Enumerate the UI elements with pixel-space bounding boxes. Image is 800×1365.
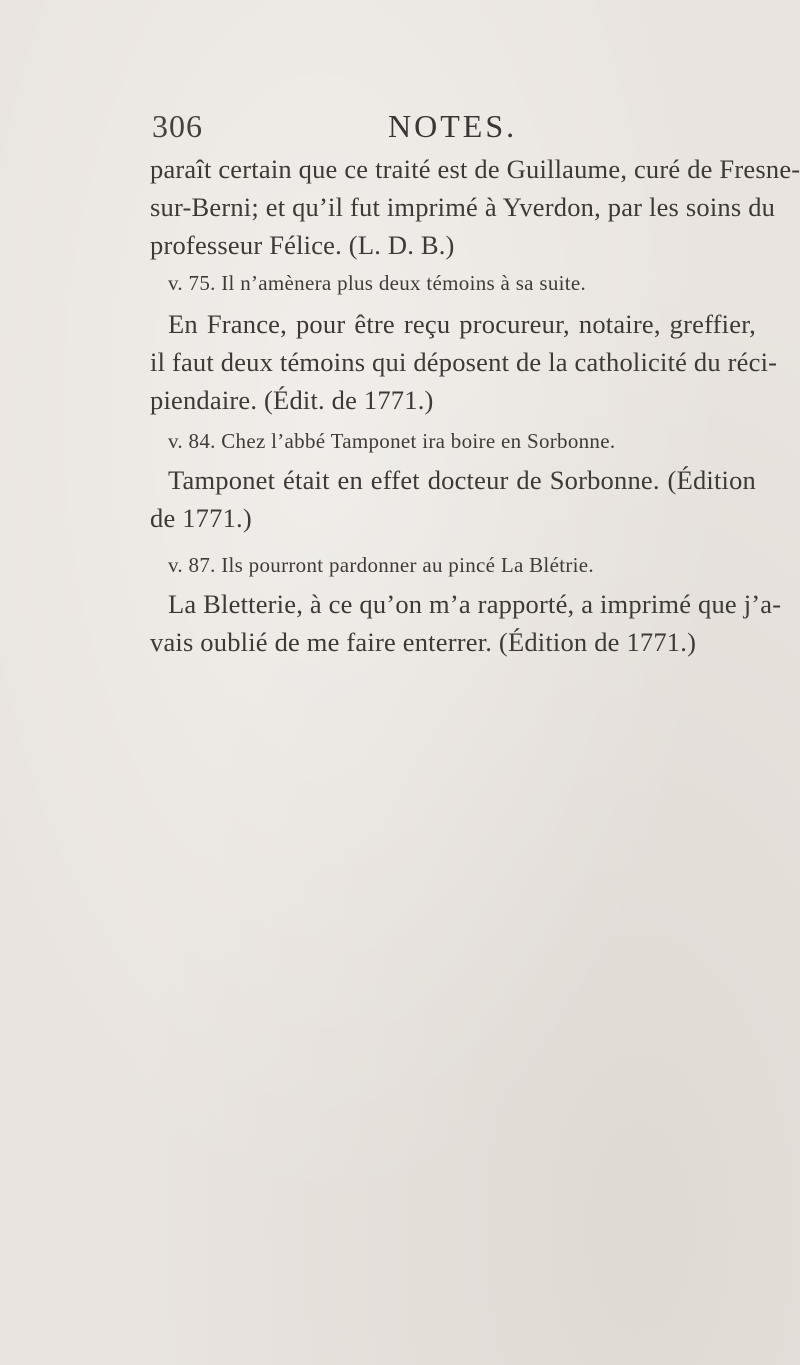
verse-quote-84: [150, 426, 756, 456]
page-number: 306: [152, 108, 203, 144]
note-paragraph-75: [150, 305, 778, 419]
note-paragraph-87: [150, 585, 782, 661]
verse-quote-75: [150, 268, 756, 298]
text-line: il faut deux témoins qui déposent de la catholicité du réci-: [150, 347, 778, 377]
intro-paragraph: [150, 150, 800, 264]
verse-line: v. 84. Chez l’abbé Tamponet ira boire en Sorbonne.: [168, 429, 616, 453]
note-paragraph-84: [150, 461, 756, 537]
text-line: paraît certain que ce traité est de Guillaume, curé de Fresne-: [150, 154, 800, 184]
running-title: NOTES.: [388, 108, 518, 144]
text-line: En France, pour être reçu procureur, notaire, greffier,: [168, 309, 756, 339]
text-line: Tamponet était en effet docteur de Sorbonne. (Édition: [168, 465, 756, 495]
verse-line: v. 87. Ils pourront pardonner au pincé La Blétrie.: [168, 553, 594, 577]
text-line: vais oublié de me faire enterrer. (Édition de 1771.): [150, 627, 697, 657]
page-header: [152, 108, 752, 152]
verse-quote-87: [150, 550, 756, 580]
text-line: professeur Félice. (L. D. B.): [150, 230, 455, 260]
verse-line: v. 75. Il n’amènera plus deux témoins à sa suite.: [168, 271, 587, 295]
text-line: de 1771.): [150, 503, 252, 533]
text-line: sur-Berni; et qu’il fut imprimé à Yverdon, par les soins du: [150, 192, 776, 222]
text-line: La Bletterie, à ce qu’on m’a rapporté, a imprimé que j’a-: [168, 589, 782, 619]
text-line: piendaire. (Édit. de 1771.): [150, 385, 434, 415]
